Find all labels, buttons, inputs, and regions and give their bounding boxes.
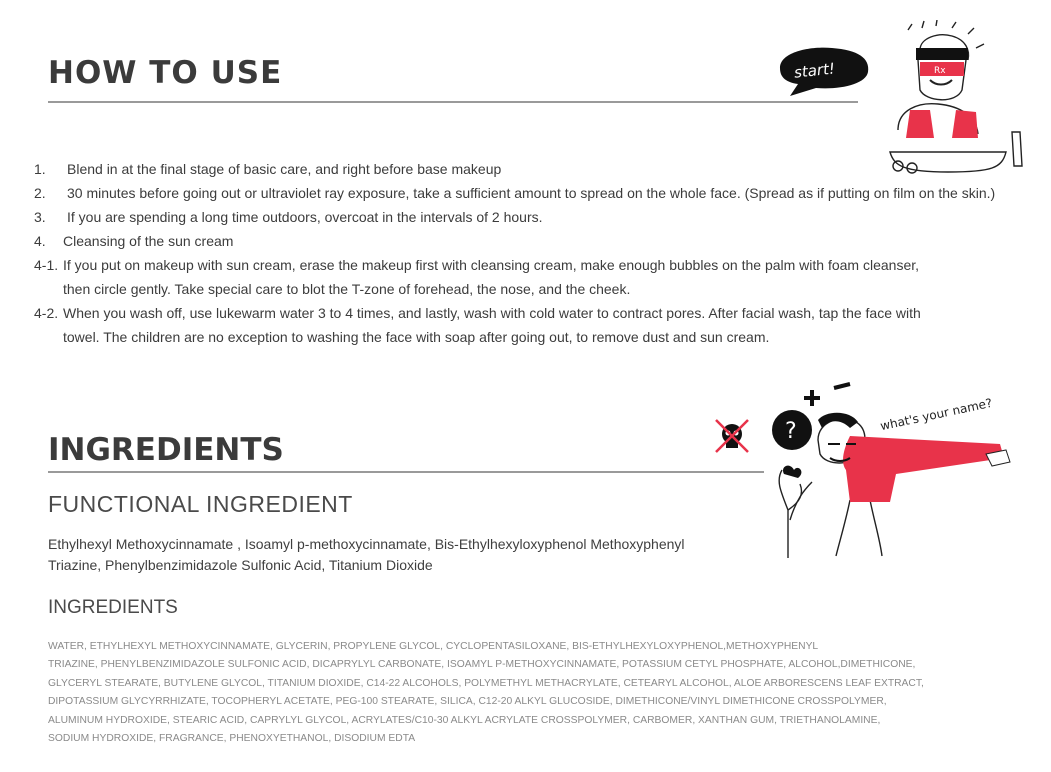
start-bubble-text: start!	[793, 59, 836, 82]
svg-text:?: ?	[785, 419, 797, 444]
ingredients-divider	[48, 471, 764, 473]
functional-ingredient-list: Ethylhexyl Methoxycinnamate , Isoamyl p-methoxycinnamate, Bis-Ethylhexyloxyphenol Methoxyphenyl Triazine, Phenylbenzimidazole Sulfonic Acid, Titanium Dioxide	[48, 536, 685, 573]
step-text: If you are spending a long time outdoors, overcoat in the intervals of 2 hours.	[67, 209, 543, 225]
svg-text:Rx: Rx	[934, 66, 946, 76]
step-text: Blend in at the final stage of basic care, and right before base makeup	[67, 161, 502, 177]
step-item	[34, 181, 1044, 205]
step-number: 4-1.	[34, 257, 59, 273]
step-number: 2.	[34, 185, 46, 201]
full-ingredients-list: WATER, ETHYLHEXYL METHOXYCINNAMATE, GLYCERIN, PROPYLENE GLYCOL, CYCLOPENTASILOXANE, BIS-ETHYLHEXYLOXYPHENOL,METHOXYPHENYL TRIAZINE, PHENYLBENZIMIDAZOLE SULFONIC ACID, DICAPRYLYL CARBONATE, ISOAMYL P-METHOXYCINNAMATE, POTASSIUM CETYL PHOSPHATE, ALCOHOL,DIMETHICONE, GLYCERYL STEARATE, BUTYLENE GLYCOL, TITANIUM DIOXIDE, C14-22 ALCOHOLS, POLYMETHYL METHACRYLATE, CETEARYL ALCOHOL, ALOE ARBORESCENS LEAF EXTRACT, DIPOTASSIUM GLYCYRRHIZATE, TOCOPHERYL ACETATE, PEG-100 STEARATE, SILICA, C12-20 ALKYL GLUCOSIDE, DIMETHICONE/VINYL DIMETHICONE CROSSPOLYMER, ALUMINUM HYDROXIDE, STEARIC ACID, CAPRYLYL GLYCOL, ACRYLATES/C10-30 ALKYL ACRYLATE CROSSPOLYMER, CARBOMER, XANTHAN GUM, TRIETHANOLAMINE, SODIUM HYDROXIDE, FRAGRANCE, PHENOXYETHANOL, DISODIUM EDTA	[48, 641, 924, 745]
step-text: If you put on makeup with sun cream, erase the makeup first with cleansing cream, make enough bubbles on the palm with foam cleanser, then circle gently. Take special care to blot the T-zone of forehead, the nose, and the cheek.	[63, 257, 920, 297]
step-item	[34, 157, 1044, 181]
how-to-use-title: HOW TO USE	[48, 55, 283, 91]
whats-your-name-text: what's your name?	[879, 395, 994, 434]
step-text: Cleansing of the sun cream	[63, 233, 234, 249]
how-to-use-steps	[34, 157, 1044, 349]
step-number: 4-2.	[34, 305, 59, 321]
step-number: 3.	[34, 209, 46, 225]
step-item	[34, 229, 1044, 253]
whats-your-name-illustration	[700, 370, 1030, 570]
functional-ingredient-heading: FUNCTIONAL INGREDIENT	[48, 491, 353, 517]
full-ingredients-heading: INGREDIENTS	[48, 597, 178, 618]
ingredients-title: INGREDIENTS	[48, 432, 284, 468]
step-item	[34, 253, 1044, 301]
crossed-skull-icon	[716, 420, 748, 452]
step-number: 1.	[34, 161, 46, 177]
step-text: 30 minutes before going out or ultraviolet ray exposure, take a sufficient amount to spread on the whole face. (Spread as if putting on film on the skin.)	[67, 185, 996, 201]
face-washing-illustration	[770, 20, 1040, 180]
step-item	[34, 301, 1044, 349]
step-text: When you wash off, use lukewarm water 3 to 4 times, and lastly, wash with cold water to contract pores. After facial wash, tap the face with towel. The children are no exception to washing the face with soap after going out, to remove dust and sun cream.	[63, 305, 921, 345]
step-number: 4.	[34, 233, 46, 249]
step-item	[34, 205, 1044, 229]
how-to-use-divider	[48, 101, 858, 103]
